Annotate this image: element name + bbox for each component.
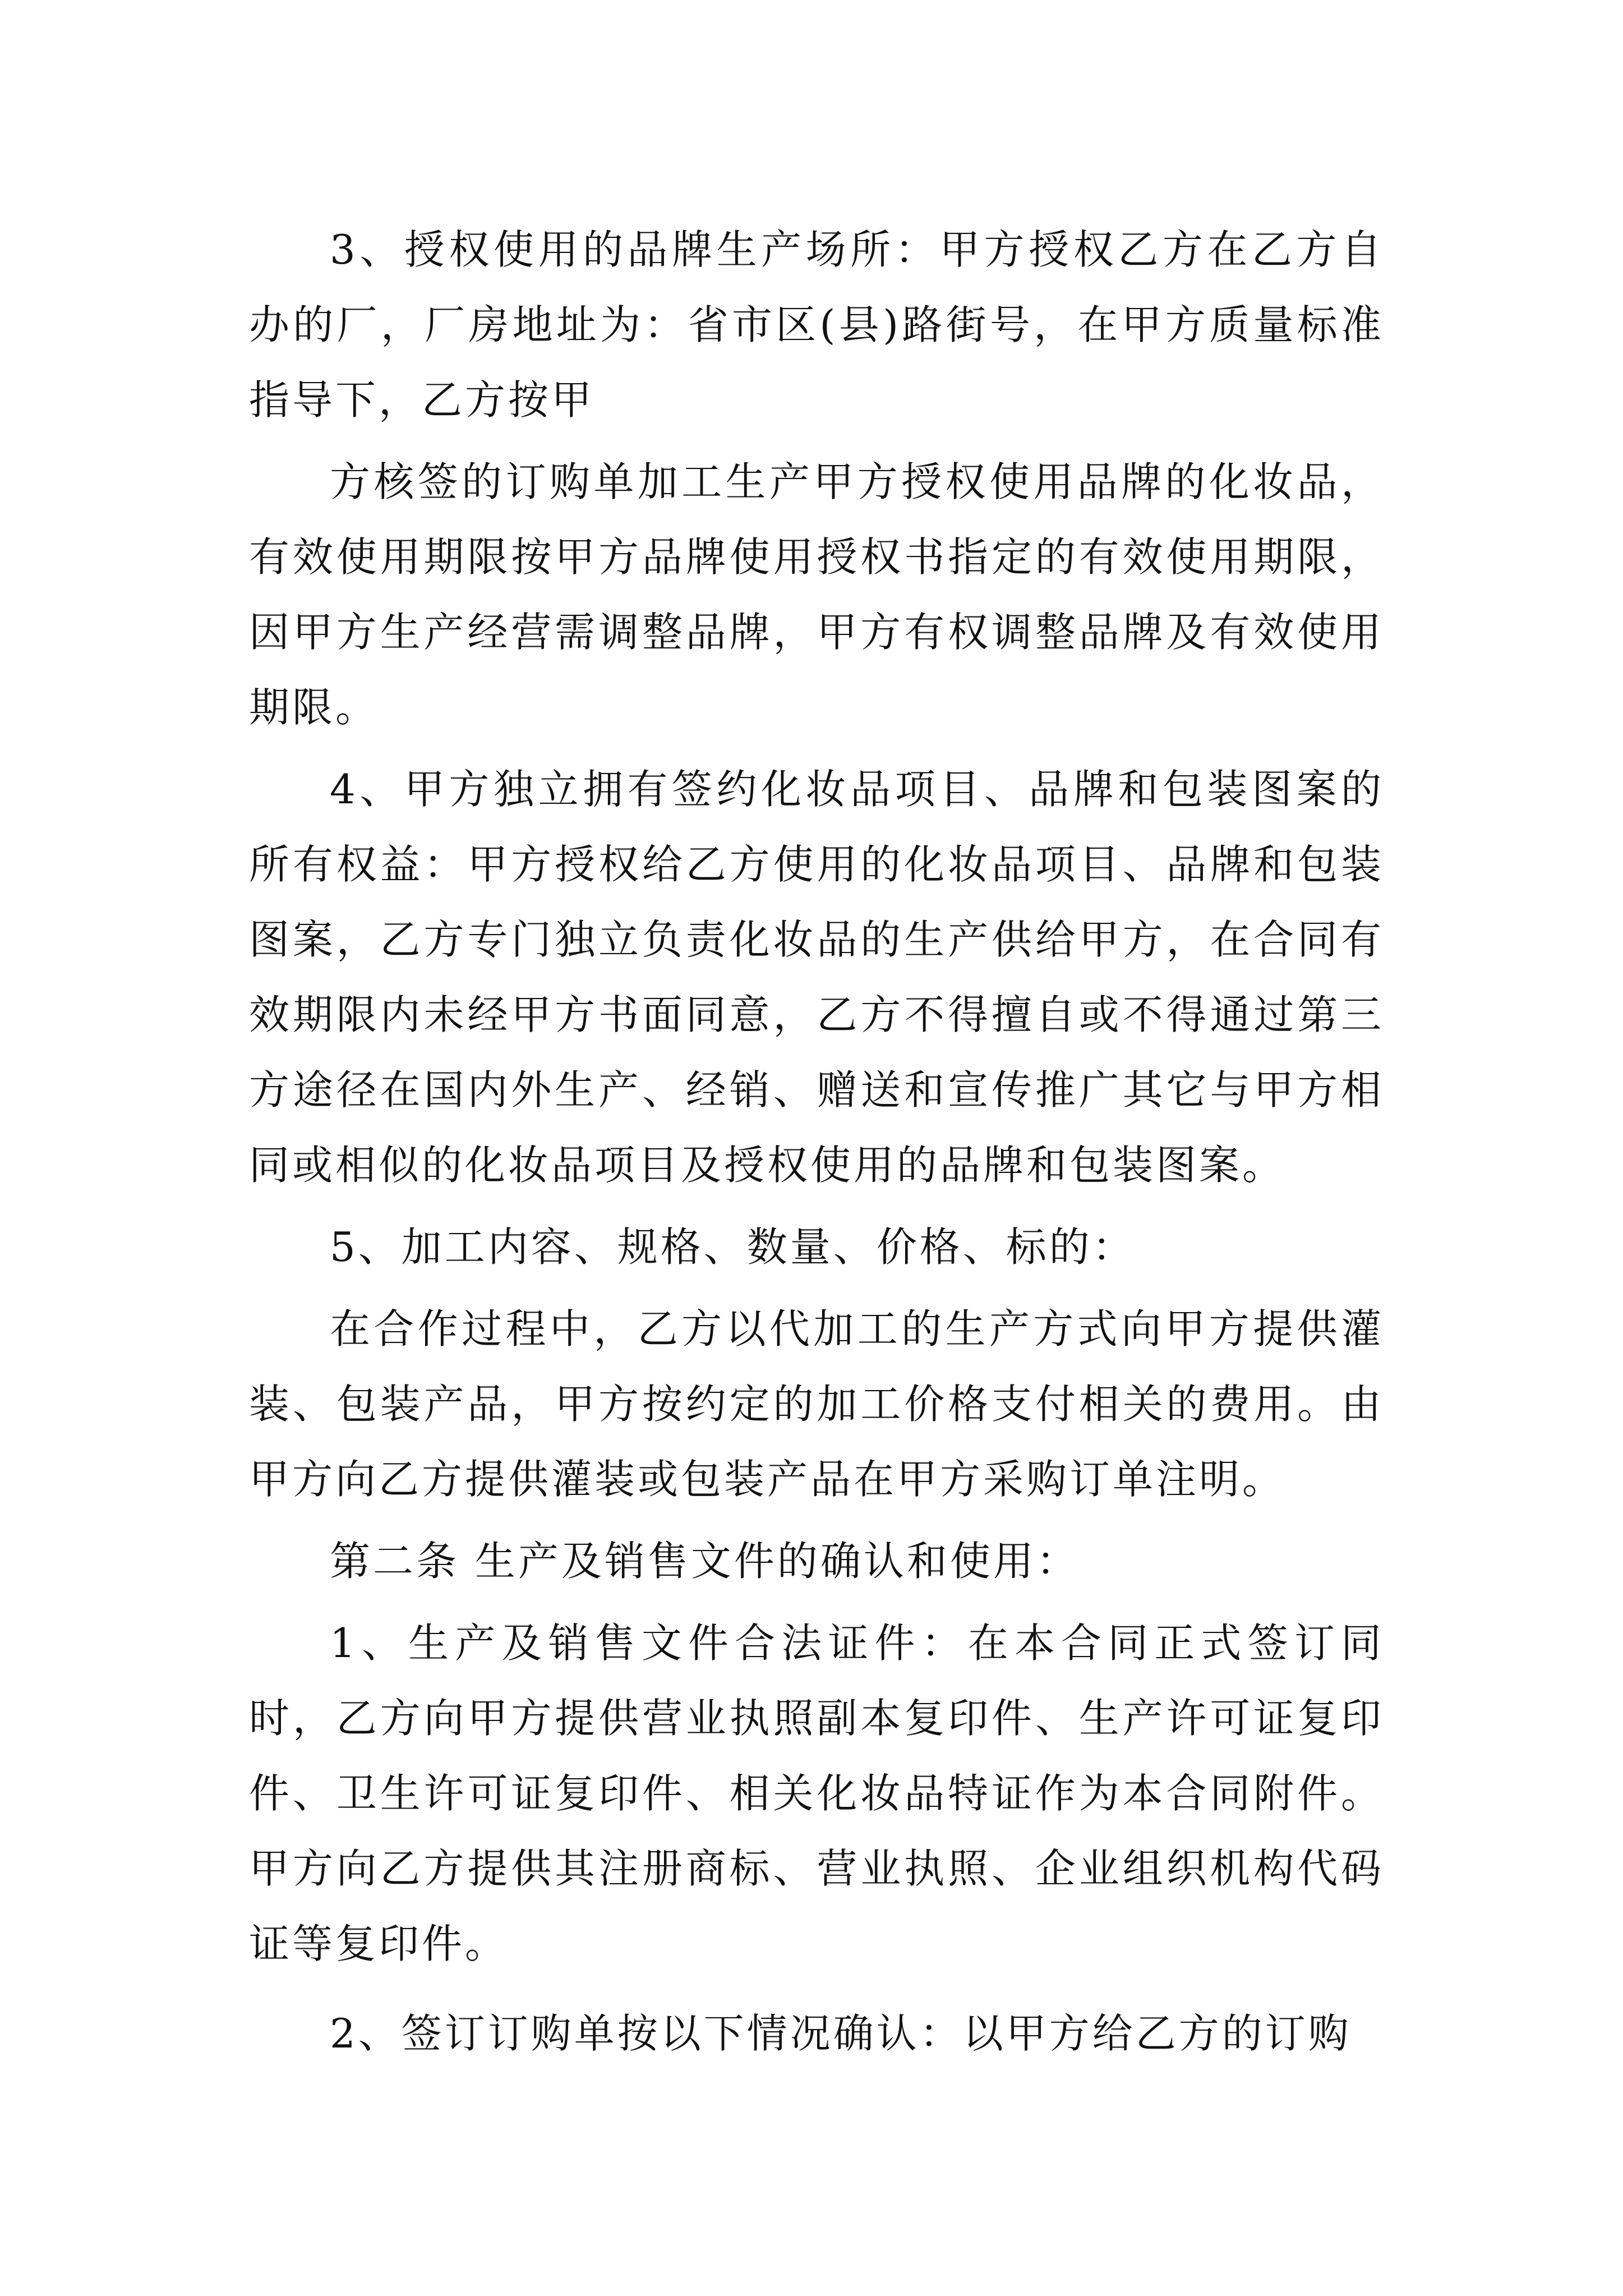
paragraph-clause-5-body: 在合作过程中，乙方以代加工的生产方式向甲方提供灌装、包装产品，甲方按约定的加工价格支付相关的费用。由甲方向乙方提供灌装或包装产品在甲方采购订单注明。 bbox=[249, 1305, 1384, 1503]
paragraph-clause-3-continued: 方核签的订购单加工生产甲方授权使用品牌的化妆品，有效使用期限按甲方品牌使用授权书指定的有效使用期限，因甲方生产经营需调整品牌，甲方有权调整品牌及有效使用期限。 bbox=[249, 458, 1384, 731]
paragraph-clause-4: 4、甲方独立拥有签约化妆品项目、品牌和包装图案的所有权益：甲方授权给乙方使用的化妆品项目、品牌和包装图案，乙方专门独立负责化妆品的生产供给甲方，在合同有效期限内未经甲方书面同意，乙方不得擅自或不得通过第三方途径在国内外生产、经销、赠送和宣传推广其它与甲方相同或相似的化妆品项目及授权使用的品牌和包装图案。 bbox=[249, 766, 1384, 1189]
article-2-heading: 第二条 生产及销售文件的确认和使用： bbox=[330, 1538, 1080, 1585]
paragraph-article-2-item-2: 2、签订订购单按以下情况确认：以甲方给乙方的订购 bbox=[330, 2010, 1352, 2057]
paragraph-clause-3: 3、授权使用的品牌生产场所：甲方授权乙方在乙方自办的厂，厂房地址为：省市区(县)路街号，在甲方质量标准指导下，乙方按甲 bbox=[249, 226, 1384, 424]
paragraph-article-2-item-1: 1、生产及销售文件合法证件：在本合同正式签订同时，乙方向甲方提供营业执照副本复印件、生产许可证复印件、卫生许可证复印件、相关化妆品特证作为本合同附件。甲方向乙方提供其注册商标、营业执照、企业组织机构代码证等复印件。 bbox=[249, 1619, 1384, 1967]
paragraph-clause-5-heading: 5、加工内容、规格、数量、价格、标的： bbox=[330, 1223, 1136, 1271]
document-body bbox=[249, 212, 1384, 2078]
